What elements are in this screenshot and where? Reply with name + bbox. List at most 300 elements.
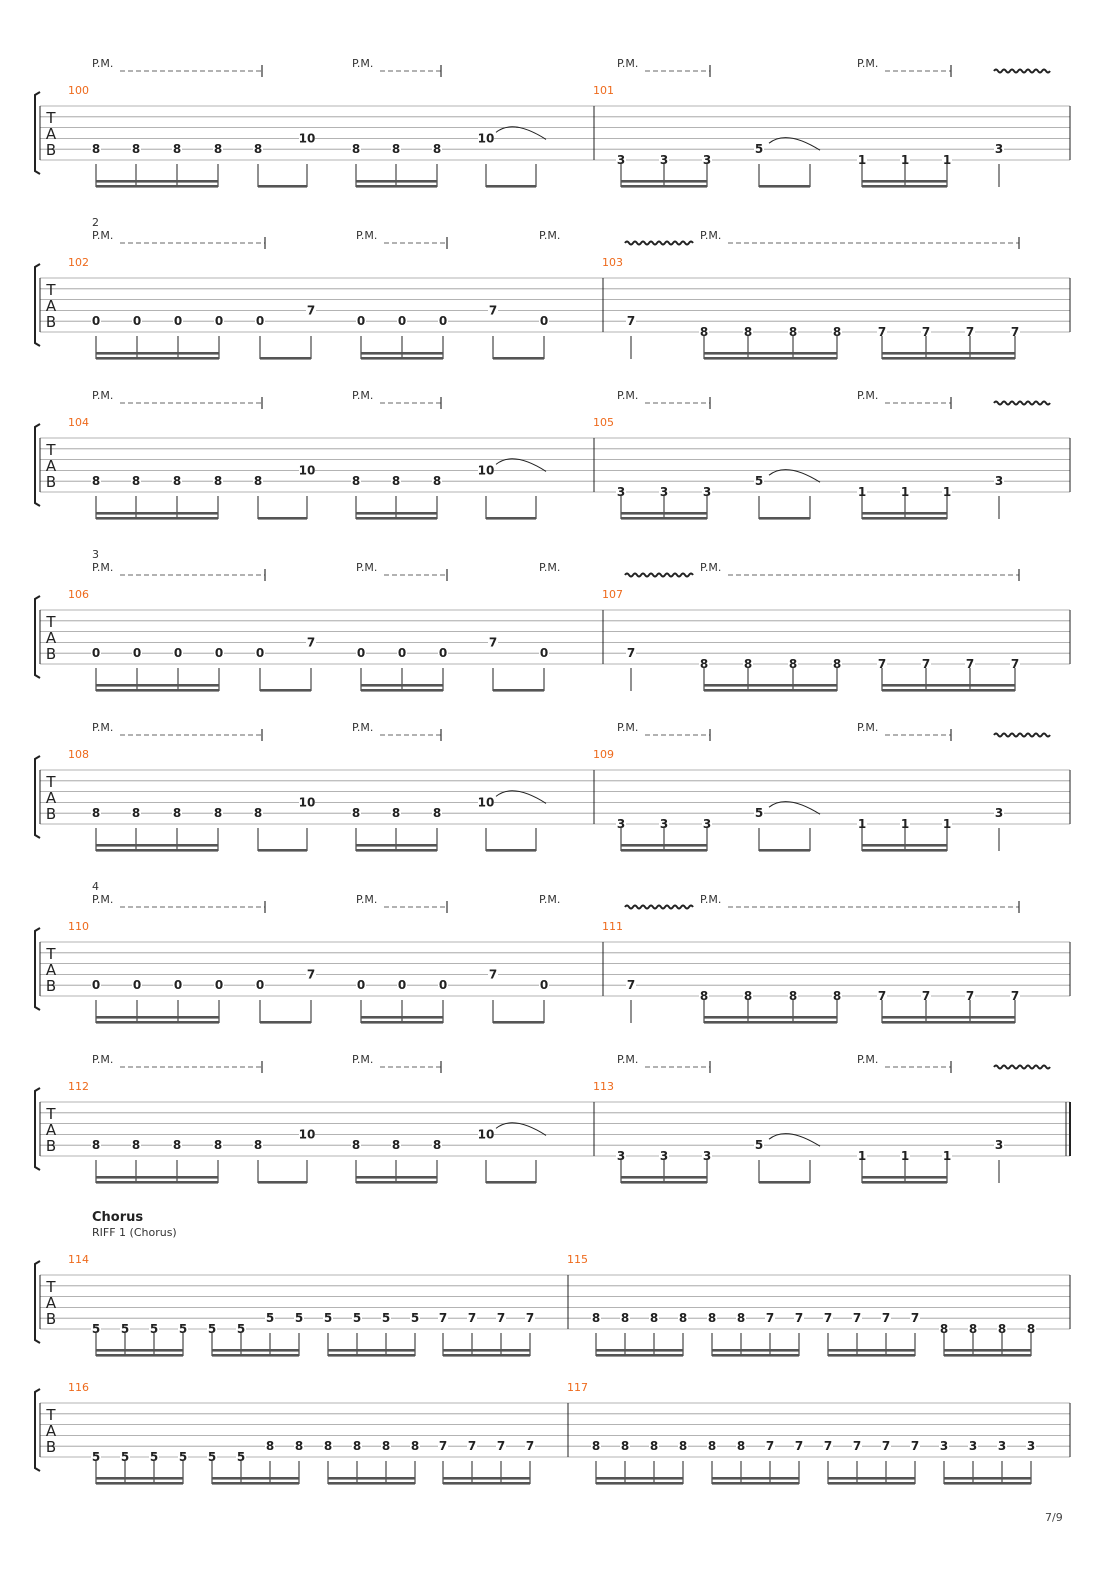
measure-number: 110	[68, 920, 89, 933]
primary-beam	[258, 517, 307, 520]
secondary-beam	[621, 512, 707, 515]
fret-number: 0	[397, 646, 407, 661]
secondary-beam	[704, 684, 837, 687]
tab-system	[35, 880, 1070, 1024]
primary-beam	[260, 689, 311, 692]
repeat-count-marker: 4	[92, 880, 99, 893]
measure-number: 108	[68, 748, 89, 761]
fret-number: 10	[298, 1127, 316, 1142]
fret-number: 0	[539, 314, 549, 329]
fret-number: 3	[997, 1439, 1007, 1454]
fret-number: 8	[91, 142, 101, 157]
system-bracket	[35, 596, 40, 678]
fret-number: 7	[852, 1311, 862, 1326]
fret-number: 1	[857, 485, 867, 499]
fret-number: 7	[306, 635, 316, 650]
fret-number: 7	[881, 1311, 891, 1326]
palm-mute-label: P.M.	[92, 389, 114, 402]
system-bracket	[35, 1389, 40, 1471]
repeat-count-marker: 3	[92, 548, 99, 561]
palm-mute-label: P.M.	[617, 389, 639, 402]
primary-beam	[712, 1482, 799, 1485]
palm-mute-label: P.M.	[352, 57, 374, 70]
fret-number: 5	[754, 142, 764, 157]
measure-number: 116	[68, 1381, 89, 1394]
fret-number: 10	[298, 463, 316, 478]
fret-number: 3	[994, 474, 1004, 489]
primary-beam	[212, 1354, 299, 1357]
fret-number: 0	[91, 978, 101, 993]
primary-beam	[486, 517, 536, 520]
secondary-beam	[621, 844, 707, 847]
slide-slur	[496, 127, 546, 140]
fret-number: 0	[91, 314, 101, 329]
riff-label: RIFF 1 (Chorus)	[92, 1226, 177, 1239]
fret-number: 3	[939, 1439, 949, 1454]
fret-number: 7	[438, 1311, 448, 1326]
fret-number: 0	[539, 646, 549, 661]
palm-mute-label: P.M.	[92, 721, 114, 734]
fret-number: 7	[306, 303, 316, 318]
fret-number: 7	[626, 314, 636, 329]
palm-mute-label: P.M.	[617, 721, 639, 734]
palm-mute-label: P.M.	[356, 561, 378, 574]
tab-clef-letter: A	[45, 125, 57, 143]
tab-clef-letter: B	[45, 805, 57, 823]
fret-number: 5	[178, 1322, 188, 1336]
fret-number: 8	[591, 1311, 601, 1326]
fret-number: 7	[794, 1439, 804, 1454]
fret-number: 0	[539, 978, 549, 993]
slide-slur	[769, 470, 820, 483]
fret-number: 3	[702, 817, 712, 831]
palm-mute-label: P.M.	[617, 1053, 639, 1066]
fret-number: 8	[213, 474, 223, 489]
fret-number: 8	[432, 142, 442, 157]
fret-number: 7	[525, 1311, 535, 1326]
fret-number: 8	[131, 1138, 141, 1153]
fret-number: 1	[942, 153, 952, 167]
fret-number: 8	[213, 142, 223, 157]
secondary-beam	[361, 1016, 443, 1019]
fret-number: 5	[410, 1311, 420, 1326]
slide-slur	[769, 138, 820, 151]
fret-number: 8	[1026, 1322, 1036, 1336]
palm-mute-label: P.M.	[700, 229, 722, 242]
tab-system	[35, 1053, 1070, 1184]
primary-beam	[96, 357, 219, 360]
palm-mute-label: P.M.	[539, 561, 561, 574]
fret-number: 3	[659, 485, 669, 499]
tab-system	[35, 548, 1070, 692]
fret-number: 7	[306, 967, 316, 982]
secondary-beam	[944, 1477, 1031, 1480]
system-bracket	[35, 756, 40, 838]
fret-number: 8	[620, 1439, 630, 1454]
fret-number: 7	[823, 1439, 833, 1454]
palm-mute-label: P.M.	[356, 229, 378, 242]
fret-number: 3	[702, 153, 712, 167]
tab-system	[35, 1381, 1070, 1485]
fret-number: 5	[178, 1450, 188, 1464]
tab-system	[35, 216, 1070, 360]
fret-number: 7	[877, 325, 887, 339]
primary-beam	[862, 185, 947, 188]
fret-number: 8	[253, 142, 263, 157]
fret-number: 8	[743, 657, 753, 671]
primary-beam	[356, 1181, 437, 1184]
primary-beam	[212, 1482, 299, 1485]
fret-number: 8	[351, 474, 361, 489]
fret-number: 8	[743, 989, 753, 1003]
fret-number: 8	[620, 1311, 630, 1326]
fret-number: 3	[659, 817, 669, 831]
tab-clef-letter: T	[46, 613, 56, 631]
tab-clef-letter: T	[46, 1105, 56, 1123]
fret-number: 8	[678, 1439, 688, 1454]
secondary-beam	[356, 844, 437, 847]
secondary-beam	[704, 1016, 837, 1019]
primary-beam	[704, 1021, 837, 1024]
fret-number: 7	[965, 989, 975, 1003]
fret-number: 3	[616, 817, 626, 831]
vibrato-mark	[994, 1066, 1050, 1069]
fret-number: 0	[214, 314, 224, 329]
fret-number: 8	[788, 989, 798, 1003]
fret-number: 7	[921, 989, 931, 1003]
tab-clef-letter: A	[45, 457, 57, 475]
fret-number: 0	[255, 314, 265, 329]
fret-number: 3	[994, 1138, 1004, 1153]
secondary-beam	[862, 180, 947, 183]
tab-clef-letter: A	[45, 1294, 57, 1312]
system-bracket	[35, 424, 40, 506]
fret-number: 8	[91, 806, 101, 821]
tab-system	[35, 57, 1070, 188]
fret-number: 8	[351, 806, 361, 821]
primary-beam	[828, 1482, 915, 1485]
primary-beam	[621, 1181, 707, 1184]
palm-mute-label: P.M.	[352, 389, 374, 402]
primary-beam	[361, 1021, 443, 1024]
secondary-beam	[328, 1477, 415, 1480]
tab-clef-letter: B	[45, 1438, 57, 1456]
fret-number: 7	[765, 1439, 775, 1454]
fret-number: 8	[591, 1439, 601, 1454]
secondary-beam	[944, 1349, 1031, 1352]
page-number: 7/9	[1045, 1511, 1063, 1524]
fret-number: 7	[626, 978, 636, 993]
primary-beam	[361, 357, 443, 360]
tab-clef-letter: A	[45, 629, 57, 647]
tab-clef-letter: B	[45, 1310, 57, 1328]
secondary-beam	[882, 352, 1015, 355]
palm-mute-label: P.M.	[92, 561, 114, 574]
fret-number: 8	[294, 1439, 304, 1454]
fret-number: 8	[391, 1138, 401, 1153]
fret-number: 0	[397, 314, 407, 329]
slide-slur	[496, 791, 546, 804]
primary-beam	[882, 357, 1015, 360]
primary-beam	[882, 689, 1015, 692]
fret-number: 7	[823, 1311, 833, 1326]
fret-number: 8	[707, 1439, 717, 1454]
vibrato-mark	[625, 574, 693, 577]
fret-number: 8	[172, 474, 182, 489]
fret-number: 3	[994, 806, 1004, 821]
primary-beam	[704, 689, 837, 692]
fret-number: 5	[323, 1311, 333, 1326]
tab-clef-letter: A	[45, 789, 57, 807]
fret-number: 8	[997, 1322, 1007, 1336]
fret-number: 7	[965, 325, 975, 339]
fret-number: 8	[699, 657, 709, 671]
fret-number: 0	[132, 978, 142, 993]
primary-beam	[96, 1021, 219, 1024]
fret-number: 8	[213, 1138, 223, 1153]
primary-beam	[96, 185, 218, 188]
secondary-beam	[443, 1477, 530, 1480]
fret-number: 0	[132, 646, 142, 661]
secondary-beam	[862, 512, 947, 515]
primary-beam	[493, 689, 544, 692]
tab-clef-letter: T	[46, 441, 56, 459]
fret-number: 1	[900, 153, 910, 167]
primary-beam	[862, 1181, 947, 1184]
fret-number: 5	[236, 1450, 246, 1464]
fret-number: 8	[131, 806, 141, 821]
secondary-beam	[96, 1176, 218, 1179]
fret-number: 10	[298, 131, 316, 146]
primary-beam	[596, 1482, 683, 1485]
measure-number: 114	[68, 1253, 89, 1266]
tab-clef-letter: B	[45, 977, 57, 995]
fret-number: 8	[736, 1311, 746, 1326]
palm-mute-label: P.M.	[352, 721, 374, 734]
palm-mute-label: P.M.	[352, 1053, 374, 1066]
tab-clef-letter: B	[45, 645, 57, 663]
primary-beam	[944, 1354, 1031, 1357]
slide-slur	[496, 459, 546, 472]
vibrato-mark	[994, 70, 1050, 73]
system-bracket	[35, 264, 40, 346]
fret-number: 8	[381, 1439, 391, 1454]
fret-number: 10	[477, 795, 495, 810]
palm-mute-label: P.M.	[857, 721, 879, 734]
primary-beam	[862, 517, 947, 520]
fret-number: 8	[323, 1439, 333, 1454]
tab-clef-letter: T	[46, 281, 56, 299]
slide-slur	[769, 1134, 820, 1147]
system-bracket	[35, 1088, 40, 1170]
fret-number: 8	[832, 657, 842, 671]
primary-beam	[828, 1354, 915, 1357]
fret-number: 7	[496, 1439, 506, 1454]
measure-number: 109	[593, 748, 614, 761]
measure-number: 111	[602, 920, 623, 933]
primary-beam	[493, 1021, 544, 1024]
measure-number: 117	[567, 1381, 588, 1394]
fret-number: 0	[255, 646, 265, 661]
primary-beam	[260, 1021, 311, 1024]
secondary-beam	[882, 1016, 1015, 1019]
fret-number: 10	[298, 795, 316, 810]
fret-number: 8	[432, 806, 442, 821]
secondary-beam	[596, 1349, 683, 1352]
fret-number: 7	[910, 1439, 920, 1454]
fret-number: 8	[743, 325, 753, 339]
fret-number: 3	[616, 153, 626, 167]
slide-slur	[496, 1123, 546, 1136]
fret-number: 3	[616, 485, 626, 499]
measure-number: 113	[593, 1080, 614, 1093]
secondary-beam	[356, 180, 437, 183]
palm-mute-label: P.M.	[92, 1053, 114, 1066]
section-title: Chorus	[92, 1210, 144, 1225]
vibrato-mark	[994, 734, 1050, 737]
fret-number: 3	[659, 1149, 669, 1163]
system-bracket	[35, 928, 40, 1010]
fret-number: 0	[356, 978, 366, 993]
secondary-beam	[862, 1176, 947, 1179]
secondary-beam	[712, 1349, 799, 1352]
secondary-beam	[212, 1349, 299, 1352]
fret-number: 8	[253, 474, 263, 489]
fret-number: 1	[942, 485, 952, 499]
fret-number: 3	[1026, 1439, 1036, 1454]
fret-number: 8	[649, 1311, 659, 1326]
fret-number: 7	[881, 1439, 891, 1454]
measure-number: 103	[602, 256, 623, 269]
tab-clef-letter: T	[46, 773, 56, 791]
secondary-beam	[96, 1016, 219, 1019]
fret-number: 7	[794, 1311, 804, 1326]
fret-number: 7	[626, 646, 636, 661]
fret-number: 1	[857, 1149, 867, 1163]
fret-number: 3	[968, 1439, 978, 1454]
secondary-beam	[96, 352, 219, 355]
fret-number: 5	[91, 1322, 101, 1336]
repeat-count-marker: 2	[92, 216, 99, 229]
fret-number: 5	[352, 1311, 362, 1326]
primary-beam	[882, 1021, 1015, 1024]
fret-number: 5	[120, 1322, 130, 1336]
primary-beam	[356, 517, 437, 520]
fret-number: 5	[265, 1311, 275, 1326]
fret-number: 7	[1010, 657, 1020, 671]
tab-system	[35, 721, 1070, 852]
fret-number: 7	[965, 657, 975, 671]
secondary-beam	[96, 684, 219, 687]
fret-number: 5	[207, 1450, 217, 1464]
fret-number: 3	[702, 485, 712, 499]
primary-beam	[328, 1354, 415, 1357]
measure-number: 102	[68, 256, 89, 269]
fret-number: 3	[702, 1149, 712, 1163]
measure-number: 104	[68, 416, 89, 429]
fret-number: 5	[149, 1322, 159, 1336]
fret-number: 8	[391, 142, 401, 157]
fret-number: 7	[921, 325, 931, 339]
tab-clef-letter: T	[46, 109, 56, 127]
primary-beam	[621, 185, 707, 188]
primary-beam	[96, 517, 218, 520]
fret-number: 0	[132, 314, 142, 329]
secondary-beam	[621, 1176, 707, 1179]
fret-number: 3	[616, 1149, 626, 1163]
fret-number: 0	[214, 978, 224, 993]
fret-number: 7	[765, 1311, 775, 1326]
primary-beam	[759, 185, 810, 188]
palm-mute-label: P.M.	[92, 893, 114, 906]
fret-number: 10	[477, 463, 495, 478]
primary-beam	[328, 1482, 415, 1485]
fret-number: 1	[900, 485, 910, 499]
fret-number: 8	[832, 989, 842, 1003]
fret-number: 5	[120, 1450, 130, 1464]
palm-mute-label: P.M.	[857, 389, 879, 402]
fret-number: 8	[391, 806, 401, 821]
fret-number: 5	[207, 1322, 217, 1336]
palm-mute-label: P.M.	[356, 893, 378, 906]
fret-number: 8	[352, 1439, 362, 1454]
primary-beam	[258, 849, 307, 852]
fret-number: 7	[921, 657, 931, 671]
fret-number: 0	[356, 314, 366, 329]
primary-beam	[596, 1354, 683, 1357]
fret-number: 8	[91, 474, 101, 489]
fret-number: 7	[496, 1311, 506, 1326]
fret-number: 8	[707, 1311, 717, 1326]
fret-number: 8	[678, 1311, 688, 1326]
palm-mute-label: P.M.	[857, 1053, 879, 1066]
primary-beam	[96, 849, 218, 852]
secondary-beam	[862, 844, 947, 847]
fret-number: 8	[939, 1322, 949, 1336]
fret-number: 10	[477, 131, 495, 146]
primary-beam	[704, 357, 837, 360]
primary-beam	[258, 1181, 307, 1184]
primary-beam	[260, 357, 311, 360]
secondary-beam	[361, 684, 443, 687]
primary-beam	[759, 1181, 810, 1184]
fret-number: 5	[91, 1450, 101, 1464]
fret-number: 8	[253, 1138, 263, 1153]
fret-number: 0	[438, 314, 448, 329]
tab-clef-letter: B	[45, 141, 57, 159]
primary-beam	[493, 357, 544, 360]
palm-mute-label: P.M.	[617, 57, 639, 70]
secondary-beam	[712, 1477, 799, 1480]
fret-number: 8	[172, 806, 182, 821]
fret-number: 1	[900, 817, 910, 831]
secondary-beam	[96, 180, 218, 183]
vibrato-mark	[625, 242, 693, 245]
measure-number: 100	[68, 84, 89, 97]
fret-number: 7	[877, 657, 887, 671]
measure-number: 112	[68, 1080, 89, 1093]
secondary-beam	[828, 1349, 915, 1352]
measure-number: 101	[593, 84, 614, 97]
tab-clef-letter: B	[45, 473, 57, 491]
fret-number: 3	[994, 142, 1004, 157]
secondary-beam	[96, 1349, 183, 1352]
fret-number: 7	[525, 1439, 535, 1454]
fret-number: 8	[351, 142, 361, 157]
primary-beam	[443, 1354, 530, 1357]
fret-number: 5	[754, 1138, 764, 1153]
fret-number: 7	[438, 1439, 448, 1454]
